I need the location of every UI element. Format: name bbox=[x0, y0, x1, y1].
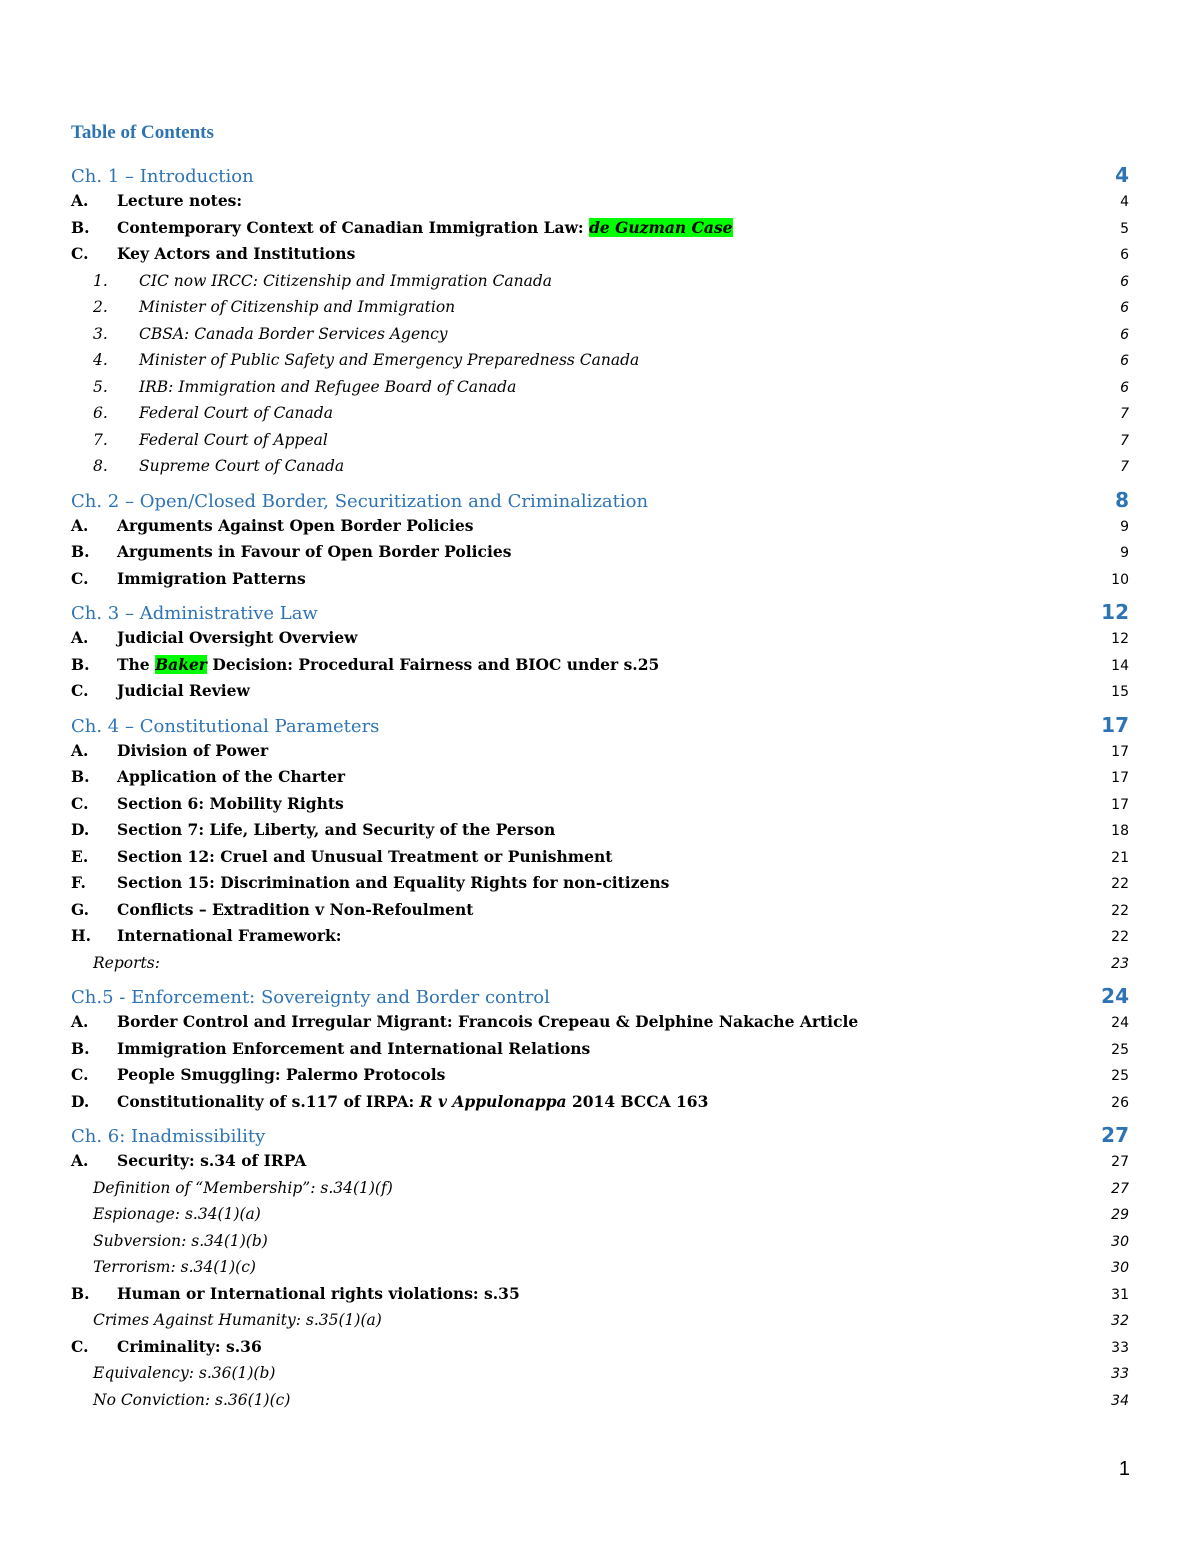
toc-section[interactable]: C. People Smuggling: Palermo Protocols 25 bbox=[71, 1065, 1129, 1084]
toc-section[interactable]: C. Key Actors and Institutions 6 bbox=[71, 244, 1129, 263]
toc-section[interactable]: B. Contemporary Context of Canadian Immigration Law: de Guzman Case 5 bbox=[71, 217, 1129, 237]
toc-section[interactable]: F. Section 15: Discrimination and Equality Rights for non-citizens 22 bbox=[71, 873, 1129, 892]
toc-subsection[interactable]: 3. CBSA: Canada Border Services Agency 6 bbox=[93, 324, 1129, 343]
toc-item[interactable]: Crimes Against Humanity: s.35(1)(a) 32 bbox=[93, 1311, 1129, 1329]
toc-section[interactable]: A. Lecture notes: 4 bbox=[71, 191, 1129, 210]
toc-item[interactable]: Subversion: s.34(1)(b) 30 bbox=[93, 1231, 1129, 1250]
toc-section[interactable]: C. Section 6: Mobility Rights 17 bbox=[71, 793, 1129, 813]
toc-subsection[interactable]: 4. Minister of Public Safety and Emergency Preparedness Canada 6 bbox=[93, 351, 1129, 369]
toc-subsection[interactable]: 2. Minister of Citizenship and Immigration 6 bbox=[93, 298, 1129, 316]
toc-chapter-1[interactable] bbox=[71, 162, 1129, 188]
toc-section[interactable]: A. Division of Power 17 bbox=[71, 740, 1129, 760]
chapter-title: Ch. 3 – Administrative Law bbox=[71, 603, 318, 624]
toc-item[interactable]: Terrorism: s.34(1)(c) 30 bbox=[93, 1258, 1129, 1276]
toc-section[interactable]: A. Border Control and Irregular Migrant: Francois Crepeau & Delphine Nakache Article 24 bbox=[71, 1012, 1129, 1031]
toc-section[interactable]: H. International Framework: 22 bbox=[71, 926, 1129, 945]
toc-chapter-6[interactable]: Ch. 6: Inadmissibility 27 bbox=[71, 1122, 1129, 1148]
toc-item[interactable]: Equivalency: s.36(1)(b) 33 bbox=[93, 1364, 1129, 1382]
toc-chapter-5[interactable]: Ch.5 - Enforcement: Sovereignty and Border control 24 bbox=[71, 983, 1129, 1009]
toc-section[interactable]: B. Application of the Charter 17 bbox=[71, 767, 1129, 786]
toc-section[interactable]: A. Judicial Oversight Overview 12 bbox=[71, 628, 1129, 647]
chapter-title: Ch. 6: Inadmissibility bbox=[71, 1126, 266, 1147]
toc-section[interactable]: B. Arguments in Favour of Open Border Policies 9 bbox=[71, 542, 1129, 561]
chapter-title: Ch. 4 – Constitutional Parameters bbox=[71, 715, 380, 737]
toc-chapter-3[interactable]: Ch. 3 – Administrative Law 12 bbox=[71, 599, 1129, 625]
toc-subsection[interactable]: 1. CIC now IRCC: Citizenship and Immigration Canada 6 bbox=[93, 271, 1129, 290]
toc-section[interactable]: C. Judicial Review 15 bbox=[71, 681, 1129, 700]
toc-section[interactable]: B. The Baker Decision: Procedural Fairness and BIOC under s.25 14 bbox=[71, 654, 1129, 674]
toc-section[interactable]: D. Constitutionality of s.117 of IRPA: R v Appulonappa 2014 BCCA 163 26 bbox=[71, 1091, 1129, 1111]
toc-subsection[interactable]: 6. Federal Court of Canada 7 bbox=[93, 404, 1129, 422]
toc-section[interactable]: E. Section 12: Cruel and Unusual Treatment or Punishment 21 bbox=[71, 846, 1129, 866]
case-name: R v Appulonappa bbox=[419, 1091, 567, 1111]
toc-subsection[interactable]: 8. Supreme Court of Canada 7 bbox=[93, 457, 1129, 475]
toc-item[interactable]: Reports: 23 bbox=[93, 953, 1129, 972]
toc-subsection[interactable]: 7. Federal Court of Appeal 7 bbox=[93, 430, 1129, 449]
toc-section[interactable]: B. Human or International rights violations: s.35 31 bbox=[71, 1283, 1129, 1303]
table-of-contents bbox=[71, 118, 1129, 1413]
toc-item[interactable]: No Conviction: s.36(1)(c) 34 bbox=[93, 1390, 1129, 1409]
toc-subsection[interactable]: 5. IRB: Immigration and Refugee Board of Canada 6 bbox=[93, 377, 1129, 396]
toc-section[interactable]: C. Immigration Patterns 10 bbox=[71, 568, 1129, 588]
toc-section[interactable]: D. Section 7: Life, Liberty, and Security of the Person 18 bbox=[71, 820, 1129, 839]
toc-chapter-2[interactable]: Ch. 2 – Open/Closed Border, Securitization and Criminalization 8 bbox=[71, 487, 1129, 513]
toc-section[interactable]: B. Immigration Enforcement and International Relations 25 bbox=[71, 1038, 1129, 1058]
toc-title: Table of Contents bbox=[71, 122, 214, 143]
chapter-title: Ch.5 - Enforcement: Sovereignty and Border control bbox=[71, 987, 550, 1008]
page-number: 1 bbox=[1118, 1458, 1130, 1480]
toc-section[interactable]: G. Conflicts – Extradition v Non-Refoulment 22 bbox=[71, 899, 1129, 919]
highlighted-case-name: Baker bbox=[155, 654, 207, 674]
chapter-title: Ch. 2 – Open/Closed Border, Securitization and Criminalization bbox=[71, 490, 649, 512]
toc-section[interactable]: A. Security: s.34 of IRPA 27 bbox=[71, 1151, 1129, 1170]
chapter-title: Ch. 1 – Introduction bbox=[71, 166, 254, 187]
highlighted-case-name: de Guzman Case bbox=[589, 217, 733, 237]
toc-section[interactable]: A. Arguments Against Open Border Policies 9 bbox=[71, 515, 1129, 535]
toc-chapter-4[interactable]: Ch. 4 – Constitutional Parameters 17 bbox=[71, 712, 1129, 738]
toc-section[interactable]: C. Criminality: s.36 33 bbox=[71, 1336, 1129, 1356]
toc-item[interactable]: Definition of “Membership”: s.34(1)(f) 27 bbox=[93, 1178, 1129, 1197]
toc-item[interactable]: Espionage: s.34(1)(a) 29 bbox=[93, 1205, 1129, 1223]
page-ref: 4 bbox=[1115, 163, 1129, 187]
